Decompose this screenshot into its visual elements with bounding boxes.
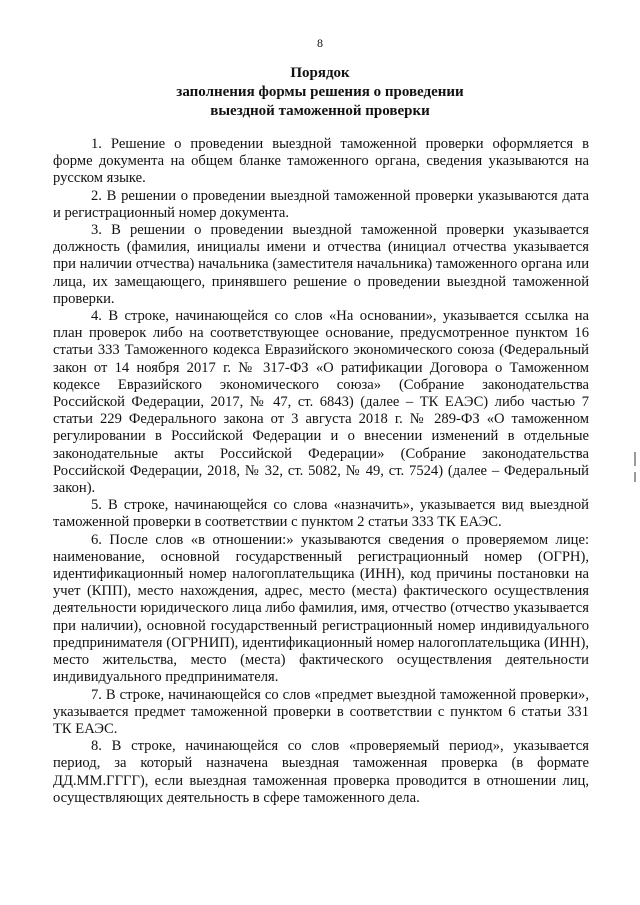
document-title bbox=[0, 64, 640, 121]
paragraph-1: 1. Решение о проведении выездной таможенной проверки оформляется в форме документа на общем бланке таможенного органа, сведения указываются на русском языке. bbox=[53, 136, 589, 187]
paragraph-8: 8. В строке, начинающейся со слов «проверяемый период», указывается период, за который назначена выездная таможенная проверка (в формате ДД.ММ.ГГГГ), если выездная таможенная проверка проводится в отношении лиц, осуществляющих деятельность в сфере таможенного дела. bbox=[53, 738, 589, 806]
scan-edge-mark bbox=[634, 472, 636, 482]
title-line-1: Порядок bbox=[290, 65, 350, 81]
title-line-3: выездной таможенной проверки bbox=[210, 103, 430, 119]
page-number: 8 bbox=[317, 36, 323, 50]
paragraph-4: 4. В строке, начинающейся со слов «На основании», указывается ссылка на план проверок либо на соответствующее основание, предусмотренное пунктом 16 статьи 333 Таможенного кодекса Евразийского экономического союза (Федеральный закон от 14 ноября 2017 г. № 317-ФЗ «О ратификации Договора о Таможенном кодексе Евразийского экономического союза» (Собрание законодательства Российской Федерации, 2017, № 47, ст. 6843) (далее – ТК ЕАЭС) либо частью 7 статьи 229 Федерального закона от 3 августа 2018 г. № 289-ФЗ «О таможенном регулировании в Российской Федерации и о внесении изменений в отдельные законодательные акты Российской Федерации» (Собрание законодательства Российской Федерации, 2018, № 32, ст. 5082, № 49, ст. 7524) (далее – Федеральный закон). bbox=[53, 308, 589, 497]
paragraph-2: 2. В решении о проведении выездной таможенной проверки указываются дата и регистрационный номер документа. bbox=[53, 187, 589, 221]
paragraph-5: 5. В строке, начинающейся со слова «назначить», указывается вид выездной таможенной проверки в соответствии с пунктом 2 статьи 333 ТК ЕАЭС. bbox=[53, 497, 589, 531]
title-line-2: заполнения формы решения о проведении bbox=[176, 84, 464, 100]
document-body bbox=[53, 136, 589, 807]
paragraph-3: 3. В решении о проведении выездной таможенной проверки указывается должность (фамилия, инициалы имени и отчества (инициал отчества указывается при наличии отчества) начальника (заместителя начальника) таможенного органа или лица, их замещающего, принявшего решение о проведении выездной таможенной проверки. bbox=[53, 222, 589, 307]
paragraph-6: 6. После слов «в отношении:» указываются сведения о проверяемом лице: наименование, основной государственный регистрационный номер (ОГРН), идентификационный номер налогоплательщика (ИНН), код причины постановки на учет (КПП), место нахождения, адрес, место (места) фактического осуществления деятельности юридического лица либо фамилия, имя, отчество (отчество указывается при наличии), основной государственный регистрационный номер индивидуального предпринимателя (ОГРНИП), идентификационный номер налогоплательщика (ИНН), место жительства, место (места) фактического осуществления деятельности индивидуального предпринимателя. bbox=[53, 531, 589, 686]
scan-edge-mark bbox=[634, 452, 636, 466]
paragraph-7: 7. В строке, начинающейся со слов «предмет выездной таможенной проверки», указывается предмет таможенной проверки в соответствии с пунктом 6 статьи 331 ТК ЕАЭС. bbox=[53, 686, 589, 737]
